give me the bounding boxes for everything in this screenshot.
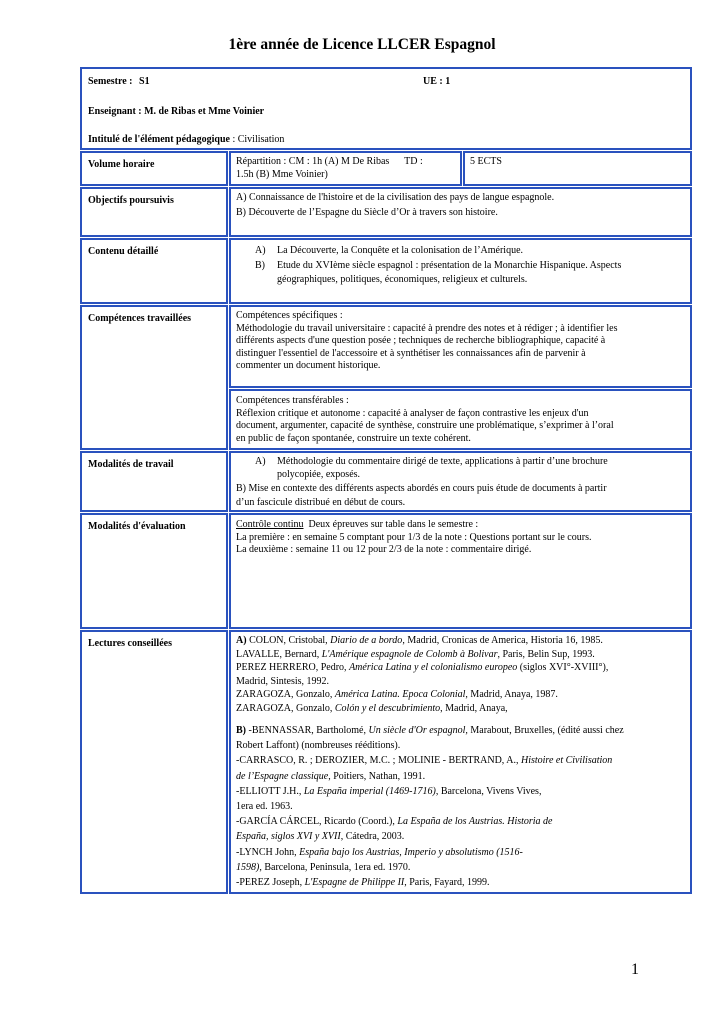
semestre-label: Semestre :: [88, 76, 133, 87]
reading-item: Madrid, Sintesis, 1992.: [236, 675, 330, 687]
reading-item: de l’Espagne classique, Poitiers, Nathan, 1991.: [236, 770, 426, 782]
volume-content-cell: [229, 151, 462, 186]
travail-label: Modalités de travail: [88, 459, 174, 470]
reading-item: ZARAGOZA, Gonzalo, Colón y el descubrimiento, Madrid, Anaya,: [236, 702, 508, 714]
volume-label-cell: [80, 151, 228, 186]
evaluation-label: Modalités d'évaluation: [88, 521, 186, 532]
contenu-item-b: B) Etude du XVIème siècle espagnol : présentation de la Monarchie Hispanique. Aspects géographiques, politiques, économiques, religieux et culturels.: [255, 259, 622, 285]
specifiques-heading: Compétences spécifiques :: [236, 310, 343, 321]
objectifs-content-cell: [229, 187, 692, 237]
ue-field: UE : 1: [423, 76, 451, 87]
objectifs-label-cell: [80, 187, 228, 237]
lectures-content-cell: [229, 630, 692, 894]
controle-continu: Contrôle continu: [236, 519, 304, 530]
reading-item: A) COLON, Cristobal, Diario de a bordo, Madrid, Cronicas de America, Historia 16, 1985.: [236, 635, 603, 646]
competences-specifiques-cell: [229, 305, 692, 388]
contenu-content-cell: [229, 238, 692, 304]
page-title: 1ère année de Licence LLCER Espagnol: [228, 36, 496, 53]
contenu-item-a: A) La Découverte, la Conquête et la colonisation de l’Amérique.: [255, 245, 524, 256]
transferables-line: document, argumenter, capacité de synthèse, construire une problématique, s’exprimer à l’oral: [236, 420, 614, 431]
specifiques-line: commenter un document historique.: [236, 360, 381, 371]
objectif-a: A) Connaissance de l'histoire et de la civilisation des pays de langue espagnole.: [236, 192, 555, 203]
semestre-value: S1: [139, 76, 150, 87]
transferables-line: en public de façon spontanée, construire un texte cohérent.: [236, 432, 471, 444]
competences-transferables-cell: [229, 389, 692, 450]
specifiques-line: Méthodologie du travail universitaire : capacité à prendre des notes et à rédiger ; à identifier les: [236, 322, 618, 334]
contenu-label-cell: [80, 238, 228, 304]
reading-item: LAVALLE, Bernard, L'Amérique espagnole de Colomb à Bolivar, Paris, Belin Sup, 1993.: [236, 648, 595, 660]
transferables-line: Réflexion critique et autonome : capacité à analyser de façon contrastive les enjeux d'un: [236, 407, 589, 419]
specifiques-line: distinguer l'essentiel de l'accessoire et à synthétiser les connaissances afin de parvenir à: [236, 347, 586, 359]
travail-item-b-line-2: d’un fascicule distribué en début de cours.: [236, 497, 406, 508]
header-block: [80, 67, 692, 150]
ects-cell: [463, 151, 692, 186]
reading-item: España, siglos XVI y XVII, Cátedra, 2003.: [236, 831, 405, 843]
specifiques-line: différents aspects d'une question posée ; techniques de recherche bibliographique, capacité à: [236, 335, 606, 346]
enseignant-field: Enseignant : M. de Ribas et Mme Voinier: [88, 106, 265, 117]
lectures-label: Lectures conseillées: [88, 638, 172, 649]
volume-label: Volume horaire: [88, 159, 155, 170]
ects-value: 5 ECTS: [470, 156, 502, 167]
evaluation-content-cell: [229, 513, 692, 629]
reading-item: ZARAGOZA, Gonzalo, América Latina. Epoca Colonial, Madrid, Anaya, 1987.: [236, 689, 558, 700]
lectures-label-cell: [80, 630, 228, 894]
reading-item: PEREZ HERRERO, Pedro, América Latina y el colonialismo europeo (siglos XVI°-XVIII°),: [236, 662, 609, 673]
intitule-value: : Civilisation: [229, 134, 285, 145]
page-number: 1: [631, 961, 639, 978]
travail-content-cell: [229, 451, 692, 512]
evaluation-line-2: La deuxième : semaine 11 ou 12 pour 2/3 de la note : commentaire dirigé.: [236, 544, 532, 555]
competences-label: Compétences travaillées: [88, 313, 192, 324]
reading-item: -CARRASCO, R. ; DEROZIER, M.C. ; MOLINIE - BERTRAND, A., Histoire et Civilisation: [236, 755, 613, 767]
contenu-label: Contenu détaillé: [88, 246, 159, 257]
reading-item: -GARCÍA CÁRCEL, Ricardo (Coord.), La España de los Austrias. Historia de: [236, 816, 553, 828]
evaluation-label-cell: [80, 513, 228, 629]
objectifs-label: Objectifs poursuivis: [88, 195, 174, 206]
reading-item: -LYNCH John, España bajo los Austrias, Imperio y absolutismo (1516-: [236, 846, 523, 858]
objectif-b: B) Découverte de l’Espagne du Siècle d’Or à travers son histoire.: [236, 206, 498, 218]
volume-line-2: 1.5h (B) Mme Voinier): [236, 168, 328, 180]
reading-item: 1era ed. 1963.: [236, 801, 293, 813]
reading-item: 1598), Barcelona, Peninsula, 1era ed. 1970.: [236, 861, 411, 873]
transferables-heading: Compétences transférables :: [236, 395, 349, 406]
reading-item: B) -BENNASSAR, Bartholomé, Un siècle d'Or espagnol, Marabout, Bruxelles, (édité aussi chez: [236, 725, 624, 736]
semestre-field: [88, 76, 150, 89]
travail-item-a: A) Méthodologie du commentaire dirigé de texte, applications à partir d’une brochure polycopiée, exposés.: [255, 456, 608, 480]
reading-item: -PEREZ Joseph, L'Espagne de Philippe II, Paris, Fayard, 1999.: [236, 877, 490, 889]
travail-item-b-line-1: B) Mise en contexte des différents aspects abordés en cours puis étude de documents à partir: [236, 483, 607, 494]
intitule-field: [88, 134, 284, 147]
reading-item: Robert Laffont) (nombreuses rééditions).: [236, 740, 401, 752]
volume-line-1: Répartition : CM : 1h (A) M De Ribas TD :: [236, 156, 423, 167]
intitule-label: Intitulé de l'élément pédagogique: [88, 134, 230, 145]
evaluation-intro: Contrôle continu Deux épreuves sur table dans le semestre :: [236, 519, 479, 530]
travail-label-cell: [80, 451, 228, 512]
evaluation-line-1: La première : en semaine 5 comptant pour 1/3 de la note : Questions portant sur le cours.: [236, 531, 592, 543]
competences-label-cell: [80, 305, 228, 450]
reading-item: -ELLIOTT J.H., La España imperial (1469-1716), Barcelona, Vivens Vives,: [236, 785, 542, 797]
